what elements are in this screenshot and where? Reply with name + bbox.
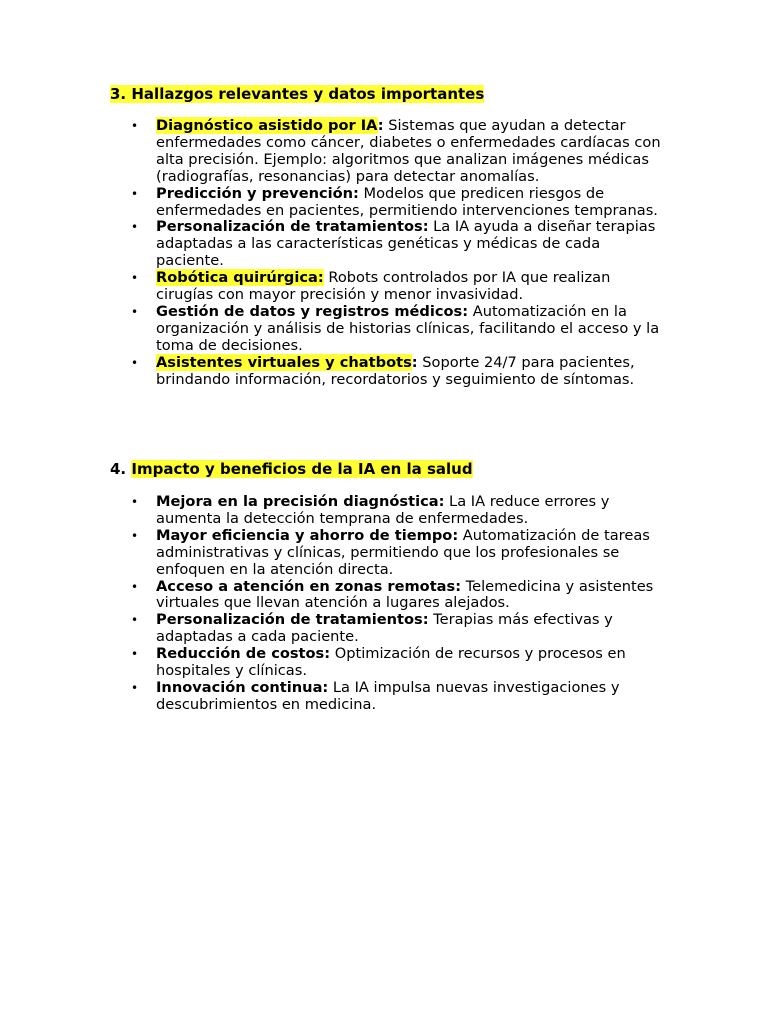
- list-item: [110, 494, 670, 528]
- item-description: Modelos que predicen riesgos de enfermedades en pacientes, permitiendo intervenciones tempranas.: [156, 184, 658, 219]
- bullet-icon: •: [131, 304, 139, 319]
- heading-highlight: [110, 85, 484, 103]
- section-heading: [110, 84, 670, 104]
- item-description: Automatización en la organización y análisis de historias clínicas, facilitando el acceso y la toma de decisiones.: [156, 302, 660, 354]
- bullet-icon: •: [131, 647, 139, 662]
- bullet-icon: •: [131, 271, 139, 286]
- bullet-icon: •: [131, 355, 139, 370]
- item-term: Personalización de tratamientos:: [156, 611, 429, 629]
- section-title: Hallazgos relevantes y datos importantes: [131, 85, 485, 103]
- section-impacto: [110, 459, 670, 714]
- item-term: Diagnóstico asistido por IA: [156, 117, 378, 134]
- item-term-colon: :: [377, 117, 384, 134]
- item-term: Personalización de tratamientos:: [156, 218, 429, 236]
- bullet-list: [110, 118, 670, 389]
- item-description: La IA ayuda a diseñar terapias adaptadas a las características genéticas y médicas de cada paciente.: [156, 218, 656, 270]
- list-item: [110, 646, 670, 680]
- item-term: Innovación continua:: [156, 678, 329, 696]
- item-description: La IA impulsa nuevas investigaciones y descubrimientos en medicina.: [156, 678, 620, 713]
- item-term: Reducción de costos:: [156, 645, 331, 663]
- bullet-icon: •: [131, 495, 139, 509]
- item-description: La IA reduce errores y aumenta la detección temprana de enfermedades.: [156, 493, 610, 527]
- section-heading: [110, 459, 670, 479]
- item-term-colon: :: [411, 353, 418, 371]
- list-item: [110, 219, 670, 270]
- item-description: Automatización de tareas administrativas y clínicas, permitiendo que los profesionales se enfoquen en la atención directa.: [156, 526, 650, 578]
- list-item: [110, 355, 670, 389]
- bullet-icon: •: [131, 186, 139, 201]
- section-number: 4.: [110, 460, 127, 478]
- bullet-icon: •: [131, 680, 139, 695]
- section-hallazgos: [110, 84, 670, 389]
- item-term: Predicción y prevención:: [156, 184, 359, 202]
- list-item: [110, 270, 670, 304]
- section-title: Impacto y beneficios de la IA en la salud: [131, 460, 473, 478]
- bullet-icon: •: [131, 579, 139, 594]
- item-description: Sistemas que ayudan a detectar enfermedades como cáncer, diabetes o enfermedades cardíacas con alta precisión. Ejemplo: algoritmos que analizan imágenes médicas (radiografías, resonancias) para detectar anomalías.: [156, 117, 661, 185]
- item-term: Gestión de datos y registros médicos:: [156, 302, 469, 320]
- list-item: [110, 528, 670, 579]
- list-item: [110, 186, 670, 220]
- list-item: [110, 612, 670, 646]
- item-term: Acceso a atención en zonas remotas:: [156, 577, 462, 595]
- item-term: Asistentes virtuales y chatbots: [156, 353, 412, 371]
- bullet-icon: •: [131, 528, 139, 543]
- item-term: Robótica quirúrgica:: [156, 269, 324, 287]
- list-item: [110, 118, 670, 186]
- bullet-list: [110, 494, 670, 714]
- item-description: Robots controlados por IA que realizan cirugías con mayor precisión y menor invasividad.: [156, 269, 611, 304]
- bullet-icon: •: [131, 220, 139, 235]
- bullet-icon: •: [131, 613, 139, 628]
- item-description: Soporte 24/7 para pacientes, brindando información, recordatorios y seguimiento de síntomas.: [156, 353, 635, 388]
- list-item: [110, 680, 670, 714]
- item-description: Telemedicina y asistentes virtuales que llevan atención a lugares alejados.: [156, 577, 654, 612]
- item-description: Optimización de recursos y procesos en hospitales y clínicas.: [156, 645, 626, 680]
- list-item: [110, 579, 670, 613]
- item-description: Terapias más efectivas y adaptadas a cada paciente.: [156, 611, 613, 646]
- section-number: 3.: [110, 85, 127, 103]
- bullet-icon: •: [131, 119, 139, 133]
- item-term: Mejora en la precisión diagnóstica:: [156, 493, 445, 510]
- list-item: [110, 304, 670, 355]
- item-term: Mayor eficiencia y ahorro de tiempo:: [156, 526, 459, 544]
